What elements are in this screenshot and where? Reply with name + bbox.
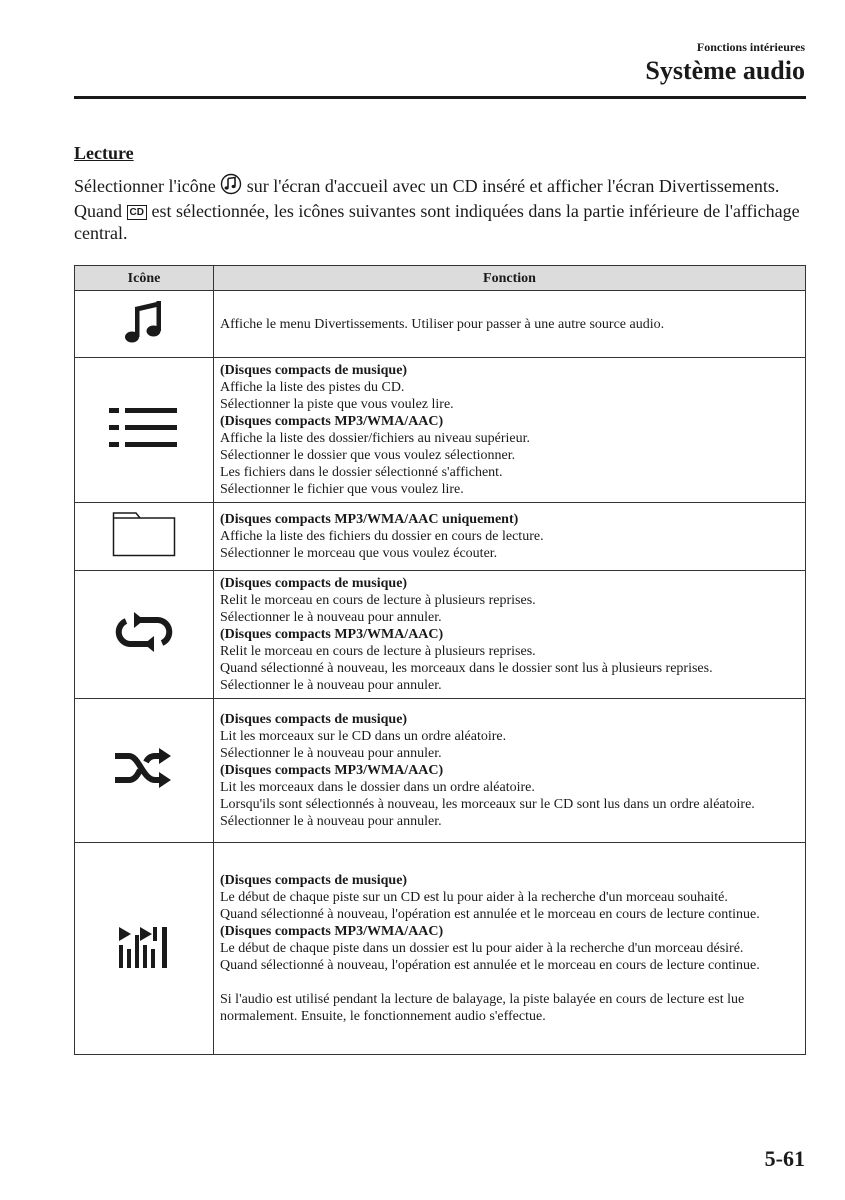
icon-cell <box>75 843 214 1055</box>
function-text: (Disques compacts de musique) <box>220 363 408 378</box>
function-text: (Disques compacts MP3/WMA/AAC) <box>220 763 444 778</box>
function-text: Affiche le menu Divertissements. Utiliser pour passer à une autre source audio. <box>220 316 665 332</box>
list-icon <box>109 439 179 454</box>
function-text: Sélectionner le morceau que vous voulez écouter. <box>220 546 498 561</box>
function-text: Le début de chaque piste sur un CD est lu pour aider à la recherche d'un morceau souhaité. <box>220 890 728 905</box>
function-text: (Disques compacts MP3/WMA/AAC uniquement) <box>220 512 519 527</box>
column-header-icon: Icône <box>75 266 214 291</box>
function-text: Les fichiers dans le dossier sélectionné s'affichent. <box>220 465 503 480</box>
icon-function-table <box>74 265 806 1055</box>
icon-cell <box>75 358 214 503</box>
icon-cell <box>75 291 214 358</box>
intro-text-1: Sélectionner l'icône <box>74 176 216 196</box>
table-row <box>75 291 806 358</box>
function-text: Quand sélectionné à nouveau, les morceaux dans le dossier sont lus à plusieurs reprises. <box>220 661 713 676</box>
function-text: Sélectionner le fichier que vous voulez lire. <box>220 482 464 497</box>
function-cell <box>214 358 806 503</box>
cd-icon: CD <box>127 205 147 220</box>
icon-cell <box>75 571 214 699</box>
function-cell <box>214 503 806 571</box>
scan-icon <box>116 958 172 973</box>
function-text: Sélectionner le à nouveau pour annuler. <box>220 610 442 625</box>
table-row <box>75 699 806 843</box>
function-text: Quand sélectionné à nouveau, l'opération est annulée et le morceau en cours de lecture continue. <box>220 958 760 973</box>
table-row <box>75 571 806 699</box>
function-text: Sélectionner la piste que vous voulez lire. <box>220 397 454 412</box>
intro-paragraph <box>74 173 804 244</box>
function-cell <box>214 571 806 699</box>
folder-icon <box>112 546 176 561</box>
page-number: 5-61 <box>764 1146 805 1171</box>
shuffle-icon <box>113 777 175 792</box>
icon-cell <box>75 699 214 843</box>
function-text: (Disques compacts de musique) <box>220 712 408 727</box>
chapter-title: Fonctions intérieures <box>696 40 805 54</box>
function-text: Si l'audio est utilisé pendant la lecture de balayage, la piste balayée en cours de lecture est lue normalement. Ensuite, le fonctionnement audio s'effectue. <box>220 992 745 1024</box>
function-text: (Disques compacts de musique) <box>220 576 408 591</box>
table-header-row <box>75 266 806 291</box>
function-text: Sélectionner le à nouveau pour annuler. <box>220 678 442 693</box>
function-cell <box>214 699 806 843</box>
table-row <box>75 358 806 503</box>
function-text: Relit le morceau en cours de lecture à plusieurs reprises. <box>220 644 536 659</box>
music-note-circle-icon <box>220 173 242 200</box>
icon-cell <box>75 503 214 571</box>
table-row <box>75 503 806 571</box>
intro-text-3: est sélectionnée, les icônes suivantes sont indiquées dans la partie inférieure de l'affichage central. <box>74 201 800 243</box>
function-text: Affiche la liste des pistes du CD. <box>220 380 405 395</box>
function-text: Affiche la liste des dossier/fichiers au niveau supérieur. <box>220 431 530 446</box>
function-text: (Disques compacts de musique) <box>220 873 408 888</box>
table-row <box>75 843 806 1055</box>
paragraph-gap <box>220 974 799 991</box>
function-text: Quand sélectionné à nouveau, l'opération est annulée et le morceau en cours de lecture continue. <box>220 907 760 922</box>
function-text: Sélectionner le à nouveau pour annuler. <box>220 814 442 829</box>
function-text: Lit les morceaux dans le dossier dans un ordre aléatoire. <box>220 780 535 795</box>
function-text: Affiche la liste des fichiers du dossier en cours de lecture. <box>220 529 544 544</box>
function-cell <box>214 843 806 1055</box>
repeat-icon <box>114 641 174 656</box>
function-text: Sélectionner le dossier que vous voulez sélectionner. <box>220 448 516 463</box>
function-text: Lorsqu'ils sont sélectionnés à nouveau, les morceaux sur le CD sont lus dans un ordre aléatoire. <box>220 797 755 812</box>
function-text: Le début de chaque piste dans un dossier est lu pour aider à la recherche d'un morceau désiré. <box>220 941 744 956</box>
function-text: Lit les morceaux sur le CD dans un ordre aléatoire. <box>220 729 507 744</box>
function-text: (Disques compacts MP3/WMA/AAC) <box>220 414 444 429</box>
function-text: (Disques compacts MP3/WMA/AAC) <box>220 627 444 642</box>
function-text: Sélectionner le à nouveau pour annuler. <box>220 746 442 761</box>
intro-text-2: sur l'écran d'accueil avec un CD inséré et afficher l'écran Divertissements. Quand <box>74 176 780 221</box>
function-text: (Disques compacts MP3/WMA/AAC) <box>220 924 444 939</box>
column-header-function: Fonction <box>214 266 806 291</box>
function-cell <box>214 291 806 358</box>
header-divider <box>74 96 806 99</box>
music-note-icon <box>121 336 167 351</box>
function-text: Relit le morceau en cours de lecture à plusieurs reprises. <box>220 593 536 608</box>
subsection-title: Lecture <box>74 143 134 163</box>
section-heading: Système audio <box>645 56 805 85</box>
